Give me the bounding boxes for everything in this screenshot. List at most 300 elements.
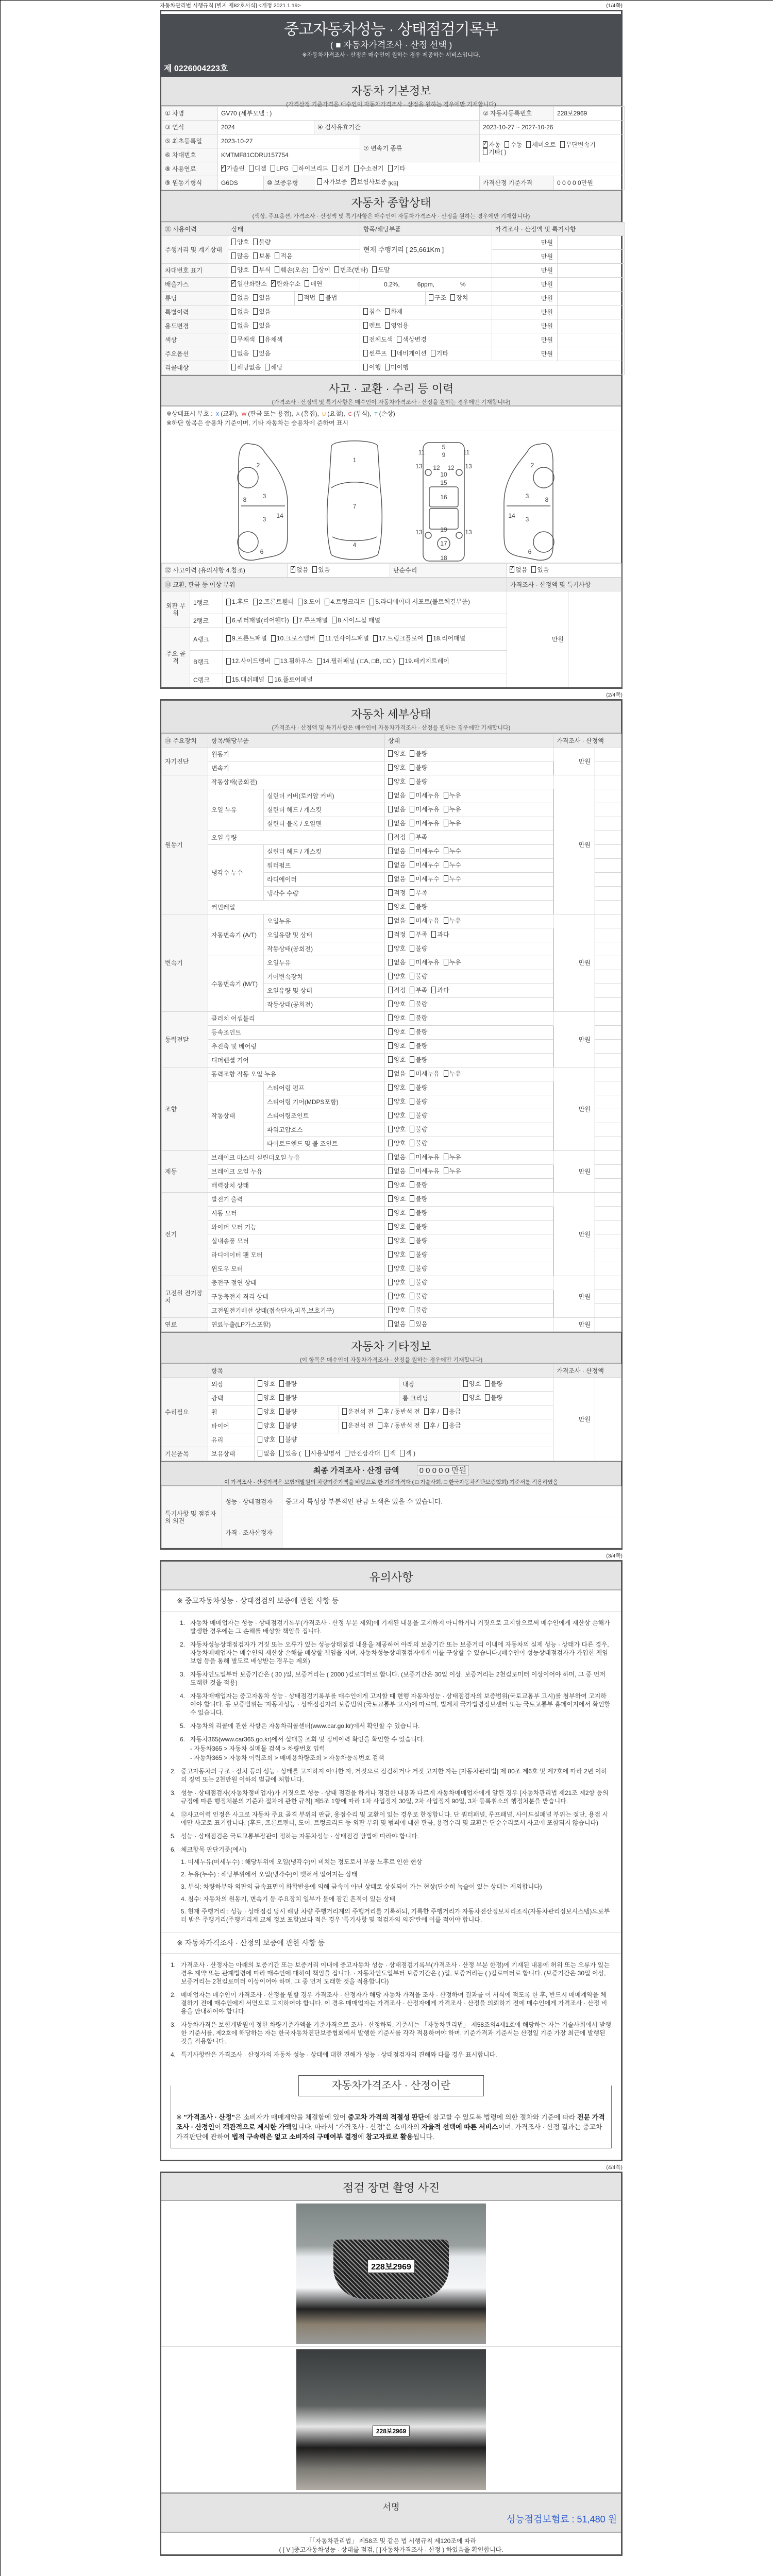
checkbox[interactable] (253, 599, 258, 605)
checkbox[interactable] (388, 931, 393, 938)
checkbox[interactable] (317, 658, 322, 665)
checkbox-option[interactable] (334, 266, 368, 274)
checkbox-option[interactable] (391, 350, 427, 357)
checkbox[interactable] (231, 266, 236, 273)
checkbox-option[interactable] (427, 635, 465, 642)
checkbox[interactable] (388, 834, 393, 840)
remarks-cell[interactable] (595, 1067, 621, 1081)
checkbox-option[interactable] (253, 308, 271, 315)
checkbox[interactable] (313, 266, 317, 273)
checkbox-option[interactable] (410, 1279, 427, 1286)
checkbox-option[interactable] (410, 861, 439, 869)
checkbox-option[interactable] (429, 294, 446, 301)
checkbox-option[interactable] (410, 778, 427, 785)
checkbox[interactable] (388, 764, 393, 771)
checkbox-option[interactable] (410, 1098, 427, 1105)
checkbox[interactable] (410, 987, 414, 993)
checkbox[interactable] (388, 1251, 393, 1258)
checkbox-option[interactable] (388, 1251, 406, 1258)
checkbox-option[interactable] (410, 1126, 427, 1133)
checkbox[interactable] (560, 141, 565, 148)
checkbox[interactable] (444, 1154, 448, 1160)
checkbox-option[interactable] (388, 792, 406, 799)
checkbox-option[interactable] (444, 917, 461, 924)
checkbox[interactable] (388, 1167, 393, 1174)
checkbox-option[interactable] (373, 635, 423, 642)
remarks-cell[interactable] (595, 1262, 621, 1276)
checkbox-option[interactable] (253, 294, 271, 301)
checkbox[interactable] (531, 566, 536, 573)
checkbox[interactable] (293, 165, 297, 172)
checkbox-checked[interactable] (221, 165, 226, 172)
checkbox-option[interactable] (505, 141, 522, 148)
checkbox[interactable] (231, 322, 236, 329)
checkbox-option[interactable] (279, 1408, 297, 1415)
checkbox[interactable] (342, 1408, 347, 1415)
remarks-cell[interactable] (558, 236, 625, 250)
checkbox[interactable] (410, 1279, 414, 1285)
checkbox[interactable] (320, 294, 324, 301)
remarks-cell[interactable] (595, 970, 621, 984)
checkbox-option[interactable] (444, 792, 461, 799)
remarks-cell[interactable] (595, 1012, 621, 1026)
checkbox[interactable] (258, 1408, 262, 1415)
checkbox[interactable] (410, 778, 414, 785)
checkbox[interactable] (444, 1167, 448, 1174)
checkbox[interactable] (271, 165, 275, 172)
checkbox[interactable] (231, 364, 236, 370)
remarks-cell[interactable] (595, 1165, 621, 1179)
checkbox[interactable] (378, 1408, 382, 1415)
remarks-cell[interactable] (595, 928, 621, 942)
checkbox-option[interactable] (388, 861, 406, 869)
checkbox-option[interactable] (431, 350, 448, 357)
checkbox-option[interactable] (388, 875, 406, 883)
checkbox-option[interactable] (275, 657, 313, 665)
checkbox[interactable] (410, 973, 414, 979)
checkbox[interactable] (410, 1001, 414, 1007)
checkbox-option[interactable] (388, 750, 406, 757)
checkbox-option[interactable] (271, 635, 315, 642)
checkbox-option[interactable] (399, 657, 449, 665)
remarks-cell[interactable] (595, 1137, 621, 1151)
checkbox[interactable] (410, 1307, 414, 1313)
checkbox-option[interactable] (410, 820, 439, 827)
checkbox[interactable] (258, 1394, 262, 1401)
checkbox-option[interactable] (388, 889, 406, 896)
checkbox-option[interactable] (410, 987, 427, 994)
checkbox-option[interactable] (388, 1265, 406, 1272)
checkbox[interactable] (410, 1098, 414, 1105)
checkbox-option[interactable] (351, 178, 386, 185)
checkbox-option[interactable] (410, 764, 427, 771)
checkbox[interactable] (410, 889, 414, 896)
remarks-cell[interactable] (595, 761, 621, 775)
checkbox[interactable] (444, 917, 448, 924)
checkbox[interactable] (429, 294, 433, 301)
remarks-cell[interactable] (568, 591, 621, 687)
checkbox-option[interactable] (385, 364, 409, 371)
checkbox-option[interactable] (342, 1422, 374, 1429)
checkbox[interactable] (226, 658, 231, 665)
checkbox-option[interactable] (388, 1084, 406, 1091)
checkbox-option[interactable] (275, 252, 292, 260)
checkbox-option[interactable] (485, 1394, 502, 1401)
checkbox-option[interactable] (226, 598, 249, 605)
checkbox-option[interactable] (369, 598, 470, 605)
checkbox-option[interactable] (388, 1140, 406, 1147)
checkbox-option[interactable] (388, 1056, 406, 1063)
checkbox[interactable] (388, 1140, 393, 1146)
checkbox-option[interactable] (312, 566, 330, 573)
checkbox-option[interactable] (410, 1001, 427, 1008)
checkbox[interactable] (388, 820, 393, 826)
checkbox-option[interactable] (510, 566, 527, 573)
checkbox[interactable] (275, 658, 279, 665)
checkbox[interactable] (253, 294, 258, 301)
checkbox[interactable] (388, 1001, 393, 1007)
checkbox[interactable] (410, 764, 414, 771)
remarks-cell[interactable] (595, 1318, 621, 1332)
checkbox-option[interactable] (444, 820, 461, 827)
checkbox-option[interactable] (531, 566, 549, 573)
checkbox[interactable] (410, 959, 414, 965)
checkbox-option[interactable] (410, 875, 439, 883)
remarks-cell[interactable] (558, 292, 625, 306)
checkbox[interactable] (388, 1028, 393, 1035)
checkbox[interactable] (410, 1265, 414, 1272)
checkbox-option[interactable] (410, 1209, 427, 1216)
checkbox[interactable] (388, 792, 393, 799)
checkbox-option[interactable] (397, 336, 426, 343)
checkbox-option[interactable] (388, 1098, 406, 1105)
checkbox-option[interactable] (463, 1380, 481, 1387)
checkbox[interactable] (388, 1195, 393, 1202)
checkbox[interactable] (444, 1070, 448, 1077)
checkbox-option[interactable] (372, 266, 390, 274)
checkbox-option[interactable] (388, 1001, 406, 1008)
checkbox[interactable] (363, 350, 368, 357)
checkbox[interactable] (275, 266, 279, 273)
checkbox-option[interactable] (258, 1408, 275, 1415)
checkbox-option[interactable] (410, 1084, 427, 1091)
checkbox[interactable] (226, 635, 231, 642)
checkbox[interactable] (226, 676, 231, 683)
checkbox-option[interactable] (410, 848, 439, 855)
checkbox[interactable] (410, 945, 414, 952)
checkbox-checked[interactable] (271, 280, 276, 287)
remarks-cell[interactable] (595, 831, 621, 845)
remarks-cell[interactable] (595, 998, 621, 1012)
checkbox[interactable] (388, 1237, 393, 1244)
checkbox-option[interactable] (431, 931, 449, 938)
remarks-cell[interactable] (595, 1207, 621, 1221)
checkbox-option[interactable] (363, 308, 381, 315)
checkbox[interactable] (384, 1450, 389, 1456)
checkbox[interactable] (410, 917, 414, 924)
checkbox-option[interactable] (271, 165, 289, 172)
checkbox[interactable] (444, 806, 448, 812)
checkbox-option[interactable] (385, 308, 402, 315)
checkbox[interactable] (305, 1450, 310, 1456)
checkbox[interactable] (444, 861, 448, 868)
checkbox-option[interactable] (317, 657, 395, 665)
checkbox[interactable] (424, 1408, 429, 1415)
checkbox-option[interactable] (388, 1320, 406, 1328)
checkbox-option[interactable] (424, 1408, 439, 1415)
checkbox[interactable] (410, 931, 414, 938)
remarks-cell[interactable] (595, 845, 621, 859)
checkbox[interactable] (391, 350, 396, 357)
remarks-cell[interactable] (558, 333, 625, 347)
checkbox-option[interactable] (265, 364, 282, 371)
checkbox-option[interactable] (231, 336, 255, 343)
remarks-cell[interactable] (595, 1248, 621, 1262)
checkbox[interactable] (410, 1195, 414, 1202)
checkbox[interactable] (410, 1126, 414, 1132)
checkbox-option[interactable] (410, 1320, 427, 1328)
checkbox[interactable] (431, 350, 435, 357)
checkbox-option[interactable] (253, 350, 271, 357)
checkbox-option[interactable] (388, 806, 406, 813)
checkbox[interactable] (253, 350, 258, 357)
checkbox[interactable] (279, 1436, 284, 1443)
remarks-cell[interactable] (595, 748, 621, 761)
inspection-photo-front[interactable] (296, 2204, 486, 2344)
checkbox-option[interactable] (332, 617, 380, 624)
checkbox[interactable] (400, 1450, 405, 1456)
checkbox[interactable] (253, 308, 258, 315)
checkbox[interactable] (443, 1408, 448, 1415)
checkbox[interactable] (305, 280, 309, 287)
checkbox[interactable] (410, 903, 414, 910)
checkbox[interactable] (385, 364, 390, 370)
checkbox-option[interactable] (279, 1436, 297, 1443)
checkbox[interactable] (332, 165, 337, 172)
checkbox[interactable] (526, 141, 531, 148)
checkbox[interactable] (258, 1380, 262, 1387)
checkbox-option[interactable] (268, 676, 313, 683)
checkbox[interactable] (505, 141, 509, 148)
checkbox[interactable] (427, 635, 432, 642)
checkbox-option[interactable] (221, 165, 245, 172)
checkbox-option[interactable] (388, 778, 406, 785)
checkbox-option[interactable] (560, 141, 596, 148)
checkbox[interactable] (373, 635, 378, 642)
checkbox[interactable] (265, 364, 270, 370)
checkbox-option[interactable] (298, 294, 315, 301)
checkbox[interactable] (431, 931, 436, 938)
checkbox[interactable] (226, 599, 231, 605)
checkbox-option[interactable] (444, 806, 461, 813)
checkbox-option[interactable] (275, 266, 308, 274)
checkbox-option[interactable] (410, 1056, 427, 1063)
checkbox-checked[interactable] (351, 178, 356, 185)
checkbox[interactable] (363, 322, 368, 329)
checkbox-option[interactable] (410, 1028, 427, 1036)
remarks-cell[interactable] (558, 278, 625, 292)
checkbox[interactable] (410, 1223, 414, 1230)
checkbox[interactable] (410, 875, 414, 882)
checkbox[interactable] (388, 889, 393, 896)
checkbox-option[interactable] (410, 1070, 439, 1077)
checkbox-option[interactable] (332, 165, 350, 172)
checkbox[interactable] (397, 336, 401, 343)
checkbox[interactable] (275, 252, 279, 259)
checkbox-option[interactable] (305, 1450, 341, 1457)
checkbox-option[interactable] (305, 280, 322, 287)
checkbox[interactable] (298, 599, 303, 605)
checkbox[interactable] (388, 987, 393, 993)
remarks-cell[interactable] (595, 859, 621, 873)
checkbox-option[interactable] (388, 973, 406, 980)
checkbox[interactable] (410, 1154, 414, 1160)
checkbox-option[interactable] (388, 1042, 406, 1049)
checkbox[interactable] (410, 1320, 414, 1327)
remarks-cell[interactable] (595, 914, 621, 928)
checkbox-option[interactable] (410, 1265, 427, 1272)
remarks-cell[interactable] (558, 347, 625, 361)
checkbox-option[interactable] (291, 566, 308, 573)
checkbox[interactable] (259, 336, 264, 343)
checkbox-option[interactable] (410, 1042, 427, 1049)
checkbox[interactable] (444, 875, 448, 882)
checkbox-option[interactable] (444, 1154, 461, 1161)
checkbox-option[interactable] (444, 1167, 461, 1175)
checkbox-option[interactable] (410, 917, 439, 924)
checkbox[interactable] (444, 848, 448, 854)
checkbox-option[interactable] (410, 1223, 427, 1230)
checkbox-option[interactable] (410, 1237, 427, 1244)
checkbox[interactable] (410, 1293, 414, 1299)
checkbox-option[interactable] (463, 1394, 481, 1401)
remarks-cell[interactable] (595, 1054, 621, 1067)
checkbox[interactable] (388, 750, 393, 757)
checkbox-option[interactable] (444, 875, 461, 883)
checkbox-option[interactable] (388, 1307, 406, 1314)
checkbox-option[interactable] (378, 1422, 420, 1429)
checkbox-option[interactable] (388, 1028, 406, 1036)
checkbox[interactable] (450, 294, 455, 301)
checkbox-option[interactable] (320, 635, 369, 642)
checkbox[interactable] (253, 322, 258, 329)
checkbox-option[interactable] (410, 792, 439, 799)
checkbox-option[interactable] (388, 917, 406, 924)
checkbox-option[interactable] (231, 294, 249, 301)
remarks-cell[interactable] (595, 817, 621, 831)
checkbox[interactable] (231, 350, 236, 357)
checkbox-option[interactable] (424, 1422, 439, 1429)
inspection-photo-rear[interactable] (296, 2349, 486, 2490)
checkbox-option[interactable] (231, 239, 249, 246)
checkbox-option[interactable] (258, 1450, 275, 1457)
checkbox-option[interactable] (258, 1394, 275, 1401)
checkbox-option[interactable] (388, 1167, 406, 1175)
checkbox[interactable] (424, 1422, 429, 1429)
checkbox-option[interactable] (354, 165, 383, 172)
checkbox-option[interactable] (388, 1181, 406, 1189)
checkbox[interactable] (388, 861, 393, 868)
checkbox-option[interactable] (231, 364, 261, 371)
checkbox-option[interactable] (363, 364, 381, 371)
checkbox[interactable] (279, 1422, 284, 1429)
checkbox[interactable] (388, 1098, 393, 1105)
checkbox[interactable] (388, 778, 393, 785)
checkbox-option[interactable] (410, 1140, 427, 1147)
checkbox-option[interactable] (443, 1408, 461, 1415)
checkbox[interactable] (388, 1307, 393, 1313)
checkbox[interactable] (231, 239, 236, 245)
checkbox[interactable] (410, 1181, 414, 1188)
checkbox-option[interactable] (410, 889, 427, 896)
checkbox-option[interactable] (410, 973, 427, 980)
checkbox[interactable] (342, 1422, 347, 1429)
checkbox[interactable] (388, 1279, 393, 1285)
checkbox-option[interactable] (388, 820, 406, 827)
checkbox-option[interactable] (345, 1450, 380, 1457)
checkbox[interactable] (231, 294, 236, 301)
checkbox-option[interactable] (325, 598, 365, 605)
checkbox[interactable] (410, 1014, 414, 1021)
checkbox[interactable] (410, 1084, 414, 1091)
checkbox[interactable] (410, 1042, 414, 1049)
remarks-cell[interactable] (595, 1109, 621, 1123)
checkbox[interactable] (231, 336, 236, 343)
checkbox[interactable] (279, 1380, 284, 1387)
checkbox[interactable] (226, 617, 231, 623)
checkbox-option[interactable] (526, 141, 556, 148)
remarks-cell[interactable] (595, 1095, 621, 1109)
remarks-cell[interactable] (595, 803, 621, 817)
remarks-cell[interactable] (595, 775, 621, 789)
checkbox-option[interactable] (363, 322, 381, 329)
checkbox-option[interactable] (388, 1237, 406, 1244)
checkbox-option[interactable] (313, 266, 330, 274)
checkbox-option[interactable] (363, 336, 393, 343)
remarks-cell[interactable] (595, 1179, 621, 1193)
checkbox[interactable] (258, 1450, 262, 1456)
remarks-cell[interactable] (558, 250, 625, 264)
checkbox-option[interactable] (226, 657, 271, 665)
remarks-cell[interactable] (595, 1290, 621, 1304)
remarks-cell[interactable] (595, 984, 621, 998)
checkbox-option[interactable] (320, 294, 337, 301)
checkbox[interactable] (431, 987, 436, 993)
checkbox-option[interactable] (253, 266, 271, 274)
checkbox-option[interactable] (388, 903, 406, 910)
checkbox[interactable] (293, 617, 298, 623)
checkbox-option[interactable] (450, 294, 468, 301)
checkbox-option[interactable] (410, 1181, 427, 1189)
checkbox[interactable] (410, 848, 414, 854)
checkbox[interactable] (485, 1394, 490, 1401)
checkbox[interactable] (410, 1251, 414, 1258)
checkbox-option[interactable] (388, 1223, 406, 1230)
checkbox-option[interactable] (231, 350, 249, 357)
checkbox-option[interactable] (485, 1380, 502, 1387)
checkbox-option[interactable] (400, 1450, 415, 1457)
remarks-cell[interactable] (595, 1040, 621, 1054)
checkbox-option[interactable] (410, 1167, 439, 1175)
checkbox[interactable] (410, 750, 414, 757)
checkbox[interactable] (363, 308, 368, 315)
checkbox[interactable] (249, 165, 254, 172)
checkbox[interactable] (388, 1042, 393, 1049)
remarks-cell[interactable] (595, 1304, 621, 1318)
checkbox-option[interactable] (410, 903, 427, 910)
checkbox-option[interactable] (388, 1209, 406, 1216)
checkbox-option[interactable] (388, 959, 406, 966)
